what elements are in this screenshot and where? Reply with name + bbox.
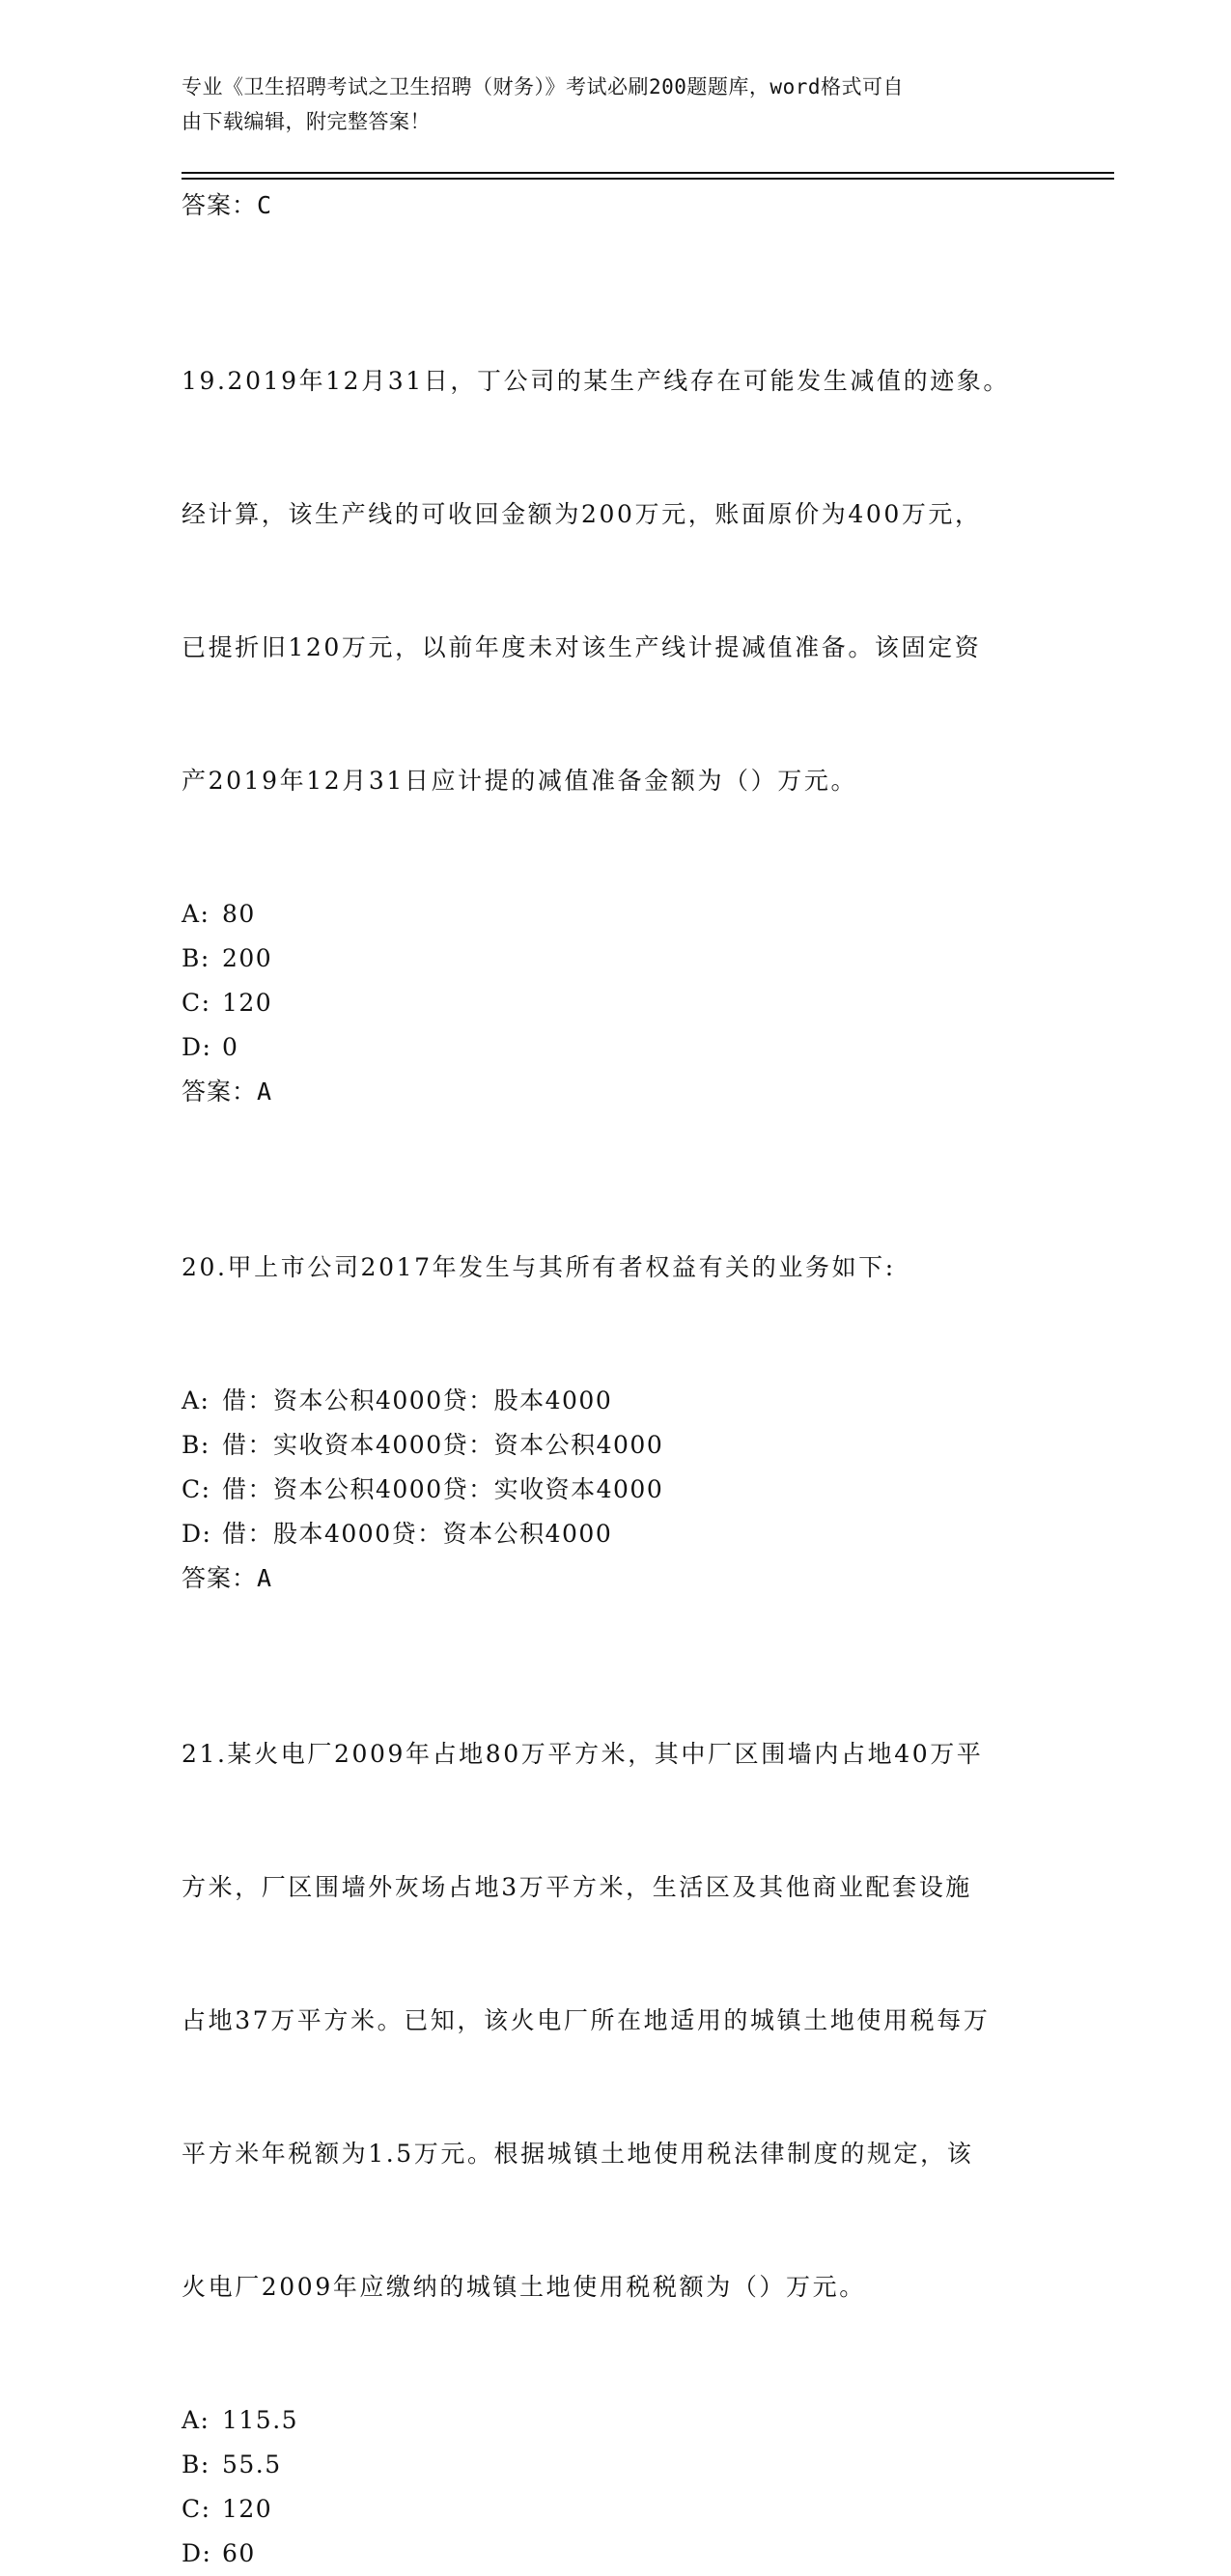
- option-b: [182, 1423, 1050, 1468]
- option-letter: B:: [182, 1431, 210, 1459]
- answer-line: [182, 183, 1050, 228]
- answer-line: [182, 1556, 1050, 1601]
- option-a: [182, 1379, 1050, 1423]
- option-letter: D:: [182, 1520, 212, 1548]
- answer-label: 答案：: [182, 1078, 258, 1106]
- option-letter: B:: [182, 2450, 210, 2478]
- question-text-line: 产2019年12月31日应计提的减值准备金额为（）万元。: [182, 767, 858, 795]
- question-text-line: 方米，厂区围墙外灰场占地3万平方米，生活区及其他商业配套设施: [182, 1873, 972, 1901]
- option-letter: D:: [182, 1033, 212, 1061]
- question-text-line: 经计算，该生产线的可收回金额为200万元，账面原价为400万元，: [182, 500, 982, 528]
- question-text-line: 平方米年税额为1.5万元。根据城镇土地使用税法律制度的规定，该: [182, 2140, 974, 2168]
- question-text-line: 占地37万平方米。已知，该火电厂所在地适用的城镇土地使用税每万: [182, 2006, 991, 2034]
- option-letter: C:: [182, 2495, 211, 2523]
- answer-value: A: [257, 1078, 273, 1106]
- question-19: [182, 270, 1050, 892]
- answer-label: 答案：: [182, 191, 258, 219]
- option-c: [182, 2487, 1050, 2532]
- question-21: [182, 1643, 1050, 2398]
- question-20: [182, 1157, 1050, 1379]
- option-text: 借：实收资本4000贷：资本公积4000: [222, 1431, 664, 1459]
- option-text: 借：资本公积4000贷：实收资本4000: [222, 1475, 664, 1503]
- option-a: [182, 892, 1050, 937]
- option-letter: A:: [182, 1386, 210, 1414]
- option-text: 115.5: [222, 2406, 299, 2434]
- answer-line: [182, 1070, 1050, 1114]
- option-d: [182, 1512, 1050, 1556]
- header-line-2: 由下载编辑，附完整答案！: [182, 110, 431, 133]
- option-a: [182, 2398, 1050, 2443]
- document-body: [182, 183, 1050, 2576]
- header-rule-bottom: [182, 178, 1114, 180]
- option-text: 60: [222, 2539, 256, 2567]
- answer-value: C: [257, 191, 273, 219]
- question-text-line: 21.某火电厂2009年占地80万平方米，其中厂区围墙内占地40万平: [182, 1740, 984, 1768]
- option-letter: A:: [182, 900, 210, 928]
- question-text-line: 已提折旧120万元，以前年度未对该生产线计提减值准备。该固定资: [182, 633, 982, 661]
- option-text: 120: [222, 2495, 273, 2523]
- option-text: 80: [222, 900, 256, 928]
- option-d: [182, 1025, 1050, 1070]
- option-c: [182, 981, 1050, 1025]
- option-b: [182, 2443, 1050, 2487]
- option-letter: C:: [182, 1475, 211, 1503]
- option-letter: D:: [182, 2539, 212, 2567]
- spacer: [182, 1114, 1050, 1157]
- option-text: 55.5: [222, 2450, 282, 2478]
- header-line-1: 专业《卫生招聘考试之卫生招聘（财务）》考试必刷200题题库，word格式可自: [182, 75, 904, 98]
- option-b: [182, 937, 1050, 981]
- option-letter: B:: [182, 944, 210, 972]
- option-text: 0: [222, 1033, 239, 1061]
- option-text: 120: [222, 989, 273, 1017]
- question-text-line: 20.甲上市公司2017年发生与其所有者权益有关的业务如下:: [182, 1253, 896, 1281]
- header-rule-top: [182, 172, 1114, 174]
- spacer: [182, 1601, 1050, 1643]
- option-text: 200: [222, 944, 273, 972]
- spacer: [182, 228, 1050, 270]
- option-letter: A:: [182, 2406, 210, 2434]
- option-d: [182, 2532, 1050, 2576]
- answer-value: A: [257, 1564, 273, 1592]
- option-c: [182, 1468, 1050, 1512]
- answer-label: 答案：: [182, 1564, 258, 1592]
- document-header: [182, 70, 1031, 139]
- option-text: 借：股本4000贷：资本公积4000: [222, 1520, 613, 1548]
- question-text-line: 火电厂2009年应缴纳的城镇土地使用税税额为（）万元。: [182, 2273, 866, 2301]
- option-text: 借：资本公积4000贷：股本4000: [222, 1386, 613, 1414]
- question-text-line: 19.2019年12月31日，丁公司的某生产线存在可能发生减值的迹象。: [182, 367, 1011, 395]
- option-letter: C:: [182, 989, 211, 1017]
